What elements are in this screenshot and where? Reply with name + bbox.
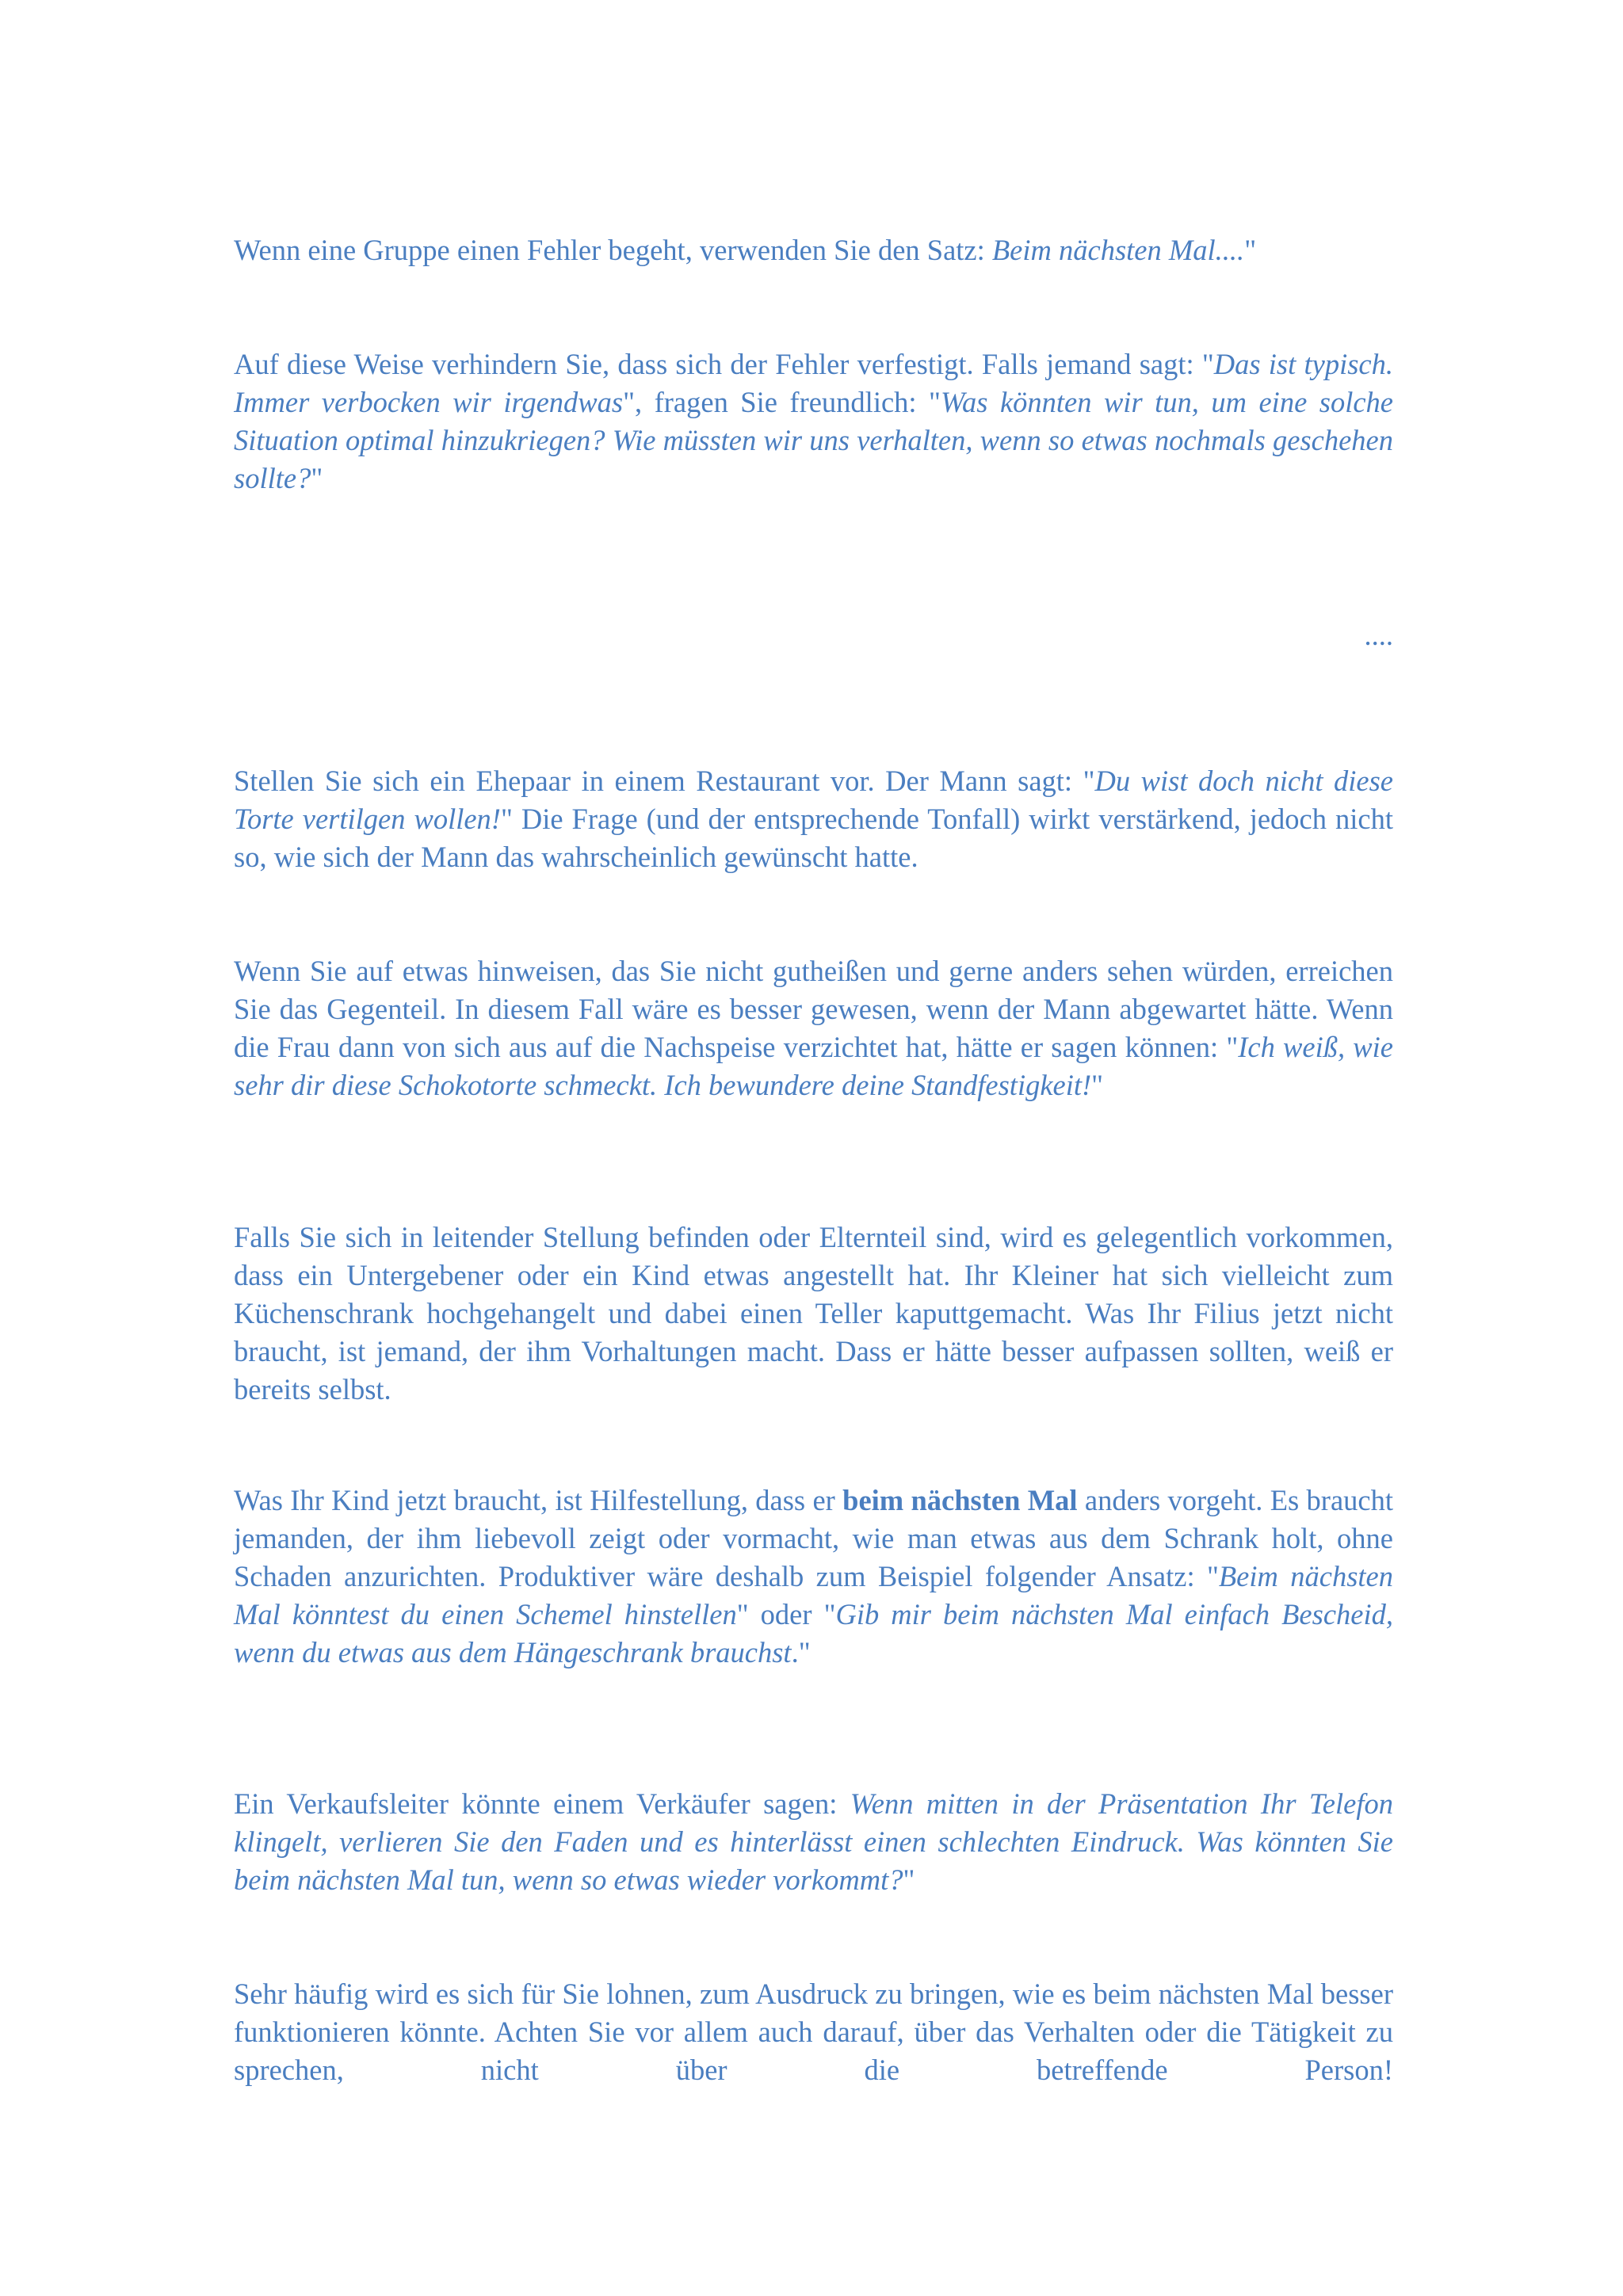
paragraph-6-text-2: anders vorgeht. Es braucht jemanden, der ihm liebevoll zeigt oder vormacht, wie man etwas aus dem Schrank holt, ohne Schaden anzurichten. Produktiver wäre deshalb zum Beispiel folgender Ansatz: " <box>234 1484 1394 1592</box>
paragraph-2 <box>234 345 1393 498</box>
paragraph-3 <box>234 762 1393 876</box>
paragraph-2-text: Auf diese Weise verhindern Sie, dass sich der Fehler verfestigt. Falls jemand sagt: " <box>234 348 1214 380</box>
paragraph-4-closing-quote: " <box>1091 1069 1104 1101</box>
paragraph-4 <box>234 952 1393 1104</box>
paragraph-1-text: Wenn eine Gruppe einen Fehler begeht, verwenden Sie den Satz: <box>234 234 992 266</box>
paragraph-4-quote: Ich weiß, wie sehr dir diese Schokotorte schmeckt. Ich bewundere deine Standfestigkeit! <box>234 1031 1393 1101</box>
paragraph-6-closing-quote: ." <box>791 1636 811 1669</box>
paragraph-2-quote-1: Das ist typisch. Immer verbocken wir irgendwas <box>234 348 1394 418</box>
paragraph-5-text: Falls Sie sich in leitender Stellung befinden oder Elternteil sind, wird es gelegentlich vorkommen, dass ein Untergebener oder ein Kind etwas angestellt hat. Ihr Kleiner hat sich vielleicht zum Küchenschrank hochgehangelt und dabei einen Teller kaputtgemacht. Was Ihr Filius jetzt nicht braucht, ist jemand, der ihm Vorhaltungen macht. Dass er hätte besser aufpassen sollten, weiß er bereits selbst. <box>234 1221 1393 1405</box>
paragraph-1 <box>234 231 1393 269</box>
paragraph-2-text-2: ", fragen Sie freundlich: " <box>623 386 941 418</box>
paragraph-5 <box>234 1219 1393 1409</box>
paragraph-6-text: Was Ihr Kind jetzt braucht, ist Hilfestellung, dass er <box>234 1484 843 1516</box>
paragraph-3-text: Stellen Sie sich ein Ehepaar in einem Restaurant vor. Der Mann sagt: " <box>234 765 1095 797</box>
paragraph-1-closing-quote: " <box>1244 234 1257 266</box>
paragraph-6 <box>234 1482 1393 1672</box>
paragraph-6-emphasis: beim nächsten Mal <box>842 1484 1078 1516</box>
paragraph-7-quote: Wenn mitten in der Präsentation Ihr Telefon klingelt, verlieren Sie den Faden und es hinterlässt einen schlechten Eindruck. Was könnten Sie beim nächsten Mal tun, wenn so etwas wieder vorkommt? <box>234 1787 1393 1896</box>
ellipsis-marker: .... <box>1364 619 1393 651</box>
paragraph-8-text: Sehr häufig wird es sich für Sie lohnen, zum Ausdruck zu bringen, wie es beim nächsten Mal besser funktionieren könnte. Achten Sie vor allem auch darauf, über das Verhalten oder die Tätigkeit zu sprechen, nicht über die betreffende Person! <box>234 1978 1393 2086</box>
paragraph-2-quote-2: Was könnten wir tun, um eine solche Situation optimal hinzukriegen? Wie müssten wir uns verhalten, wenn so etwas nochmals geschehen sollte? <box>234 386 1393 494</box>
paragraph-1-quote: Beim nächsten Mal.... <box>991 234 1245 266</box>
paragraph-4-text: Wenn Sie auf etwas hinweisen, das Sie nicht gutheißen und gerne anders sehen würden, erreichen Sie das Gegenteil. In diesem Fall wäre es besser gewesen, wenn der Mann abgewartet hätte. Wenn die Frau dann von sich aus auf die Nachspeise verzichtet hat, hätte er sagen können: " <box>234 955 1393 1063</box>
paragraph-2-closing-quote: " <box>311 462 323 494</box>
paragraph-3-quote: Du wist doch nicht diese Torte vertilgen wollen! <box>234 765 1393 835</box>
paragraph-8 <box>234 1975 1393 2089</box>
paragraph-6-quote-1: Beim nächsten Mal könntest du einen Schemel hinstellen <box>234 1560 1393 1630</box>
paragraph-6-text-3: " oder " <box>736 1598 836 1630</box>
paragraph-3-text-2: " Die Frage (und der entsprechende Tonfall) wirkt verstärkend, jedoch nicht so, wie sich der Mann das wahrscheinlich gewünscht hatte. <box>234 803 1393 873</box>
paragraph-7-text: Ein Verkaufsleiter könnte einem Verkäufer sagen: <box>234 1787 850 1820</box>
paragraph-7-closing-quote: " <box>903 1863 915 1896</box>
paragraph-7 <box>234 1785 1393 1899</box>
paragraph-6-quote-2: Gib mir beim nächsten Mal einfach Bescheid, wenn du etwas aus dem Hängeschrank brauchst <box>234 1598 1394 1669</box>
